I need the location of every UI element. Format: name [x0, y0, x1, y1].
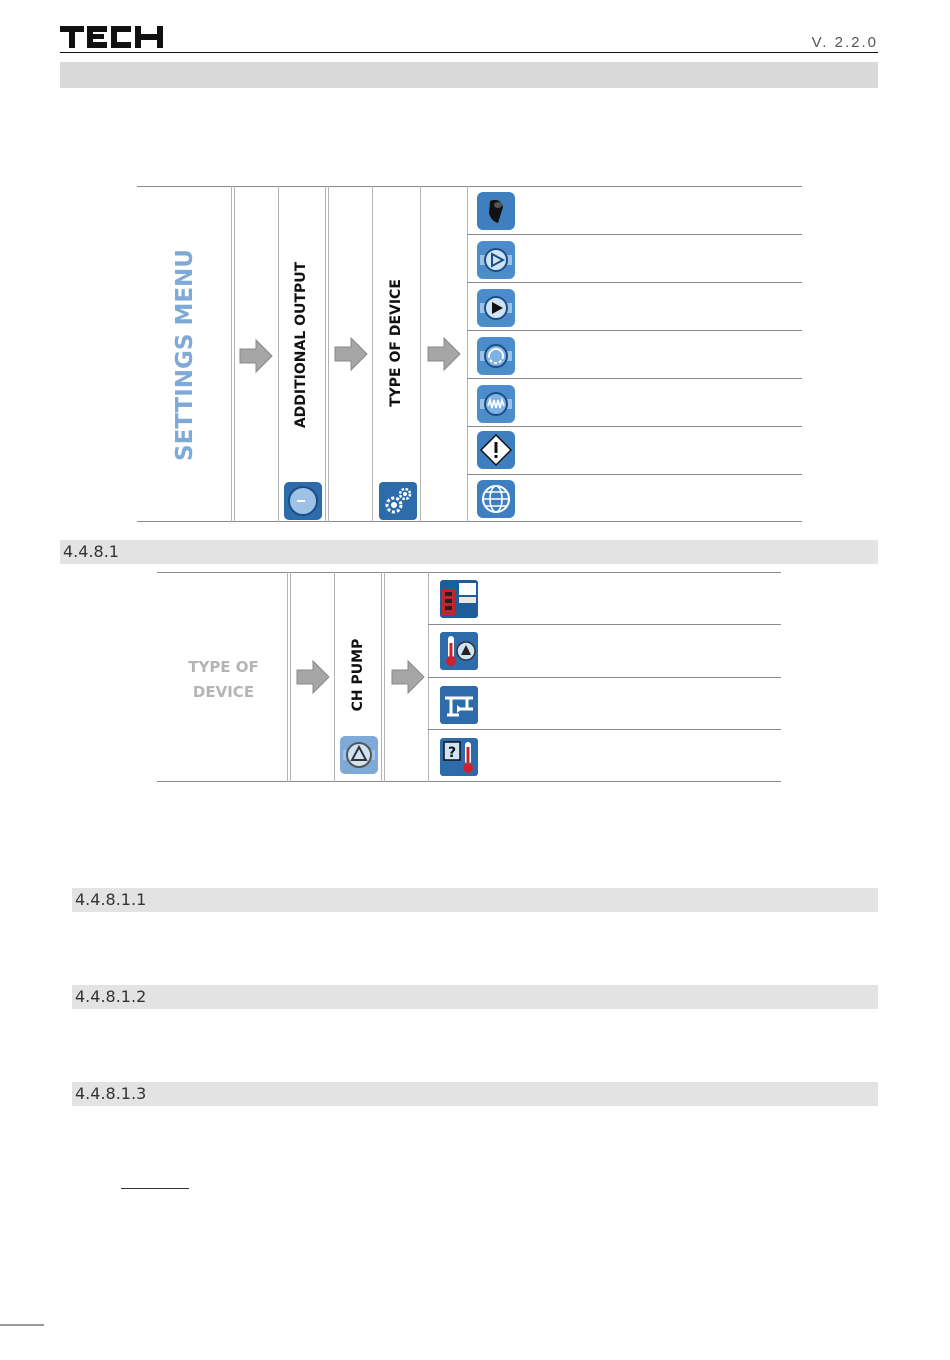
col-divider	[290, 572, 291, 782]
gears-icon	[378, 481, 418, 521]
subsection-heading	[72, 985, 878, 1009]
version-label: V. 2.2.0	[811, 34, 878, 51]
row-divider	[428, 624, 781, 625]
row-divider	[467, 234, 802, 235]
circulation-pump-icon[interactable]	[476, 336, 516, 376]
thermometer-question-icon[interactable]	[439, 737, 479, 777]
subsection-number: 4.4.8.1.3	[75, 1084, 147, 1103]
diagram-top-border	[157, 572, 781, 573]
col-divider	[381, 572, 382, 782]
settings-menu-label: SETTINGS MENU	[172, 249, 198, 461]
row-divider	[428, 677, 781, 678]
svg-text:?: ?	[447, 745, 457, 761]
col-divider	[231, 186, 232, 522]
type-of-device-label: TYPE OF DEVICE	[388, 279, 404, 407]
valve-flow-icon[interactable]	[439, 685, 479, 725]
thermometer-pump-icon[interactable]	[439, 631, 479, 671]
subsection-heading	[72, 888, 878, 912]
row-divider	[467, 474, 802, 475]
footer-line	[0, 1324, 44, 1326]
subsection-heading	[72, 1082, 878, 1106]
arrow-right-icon	[390, 659, 426, 695]
additional-output-label: ADDITIONAL OUTPUT	[293, 261, 309, 429]
arrow-right-icon	[426, 336, 462, 372]
room-thermostat-icon[interactable]	[439, 579, 479, 619]
heating-element-icon[interactable]	[476, 384, 516, 424]
type-of-device-line2: DEVICE	[192, 683, 255, 701]
row-divider	[467, 330, 802, 331]
col-divider	[328, 186, 329, 522]
diagram-bottom-border	[137, 521, 802, 522]
ch-pump-label: CH PUMP	[350, 638, 366, 712]
row-divider	[428, 729, 781, 730]
switch-icon[interactable]	[476, 191, 516, 231]
col-divider	[334, 572, 335, 782]
pump-triangle-icon	[339, 735, 379, 775]
globe-icon[interactable]	[476, 479, 516, 519]
col-divider	[234, 186, 235, 522]
col-divider	[325, 186, 326, 522]
settings-flow-diagram	[0, 0, 950, 530]
col-divider	[287, 572, 288, 782]
subsection-number: 4.4.8.1.2	[75, 987, 147, 1006]
type-of-device-title	[160, 655, 287, 705]
underline-mark	[121, 1188, 189, 1189]
warning-diamond-icon[interactable]	[476, 430, 516, 470]
diagram-top-border	[137, 186, 802, 187]
arrow-right-icon	[238, 338, 274, 374]
section-number: 4.4.8.1	[63, 542, 119, 561]
row-divider	[467, 282, 802, 283]
col-divider	[467, 186, 468, 522]
pump-play-outline-icon[interactable]	[476, 240, 516, 280]
row-divider	[467, 378, 802, 379]
ch-pump-flow-diagram	[0, 560, 950, 790]
arrow-right-icon	[333, 336, 369, 372]
subsection-number: 4.4.8.1.1	[75, 890, 147, 909]
arrow-right-icon	[295, 659, 331, 695]
diagram-bottom-border	[157, 781, 781, 782]
col-divider	[384, 572, 385, 782]
output-gauge-icon	[283, 481, 323, 521]
col-divider	[420, 186, 421, 522]
col-divider	[372, 186, 373, 522]
col-divider	[278, 186, 279, 522]
pump-play-filled-icon[interactable]	[476, 288, 516, 328]
type-of-device-line1: TYPE OF	[188, 658, 259, 676]
row-divider	[467, 426, 802, 427]
